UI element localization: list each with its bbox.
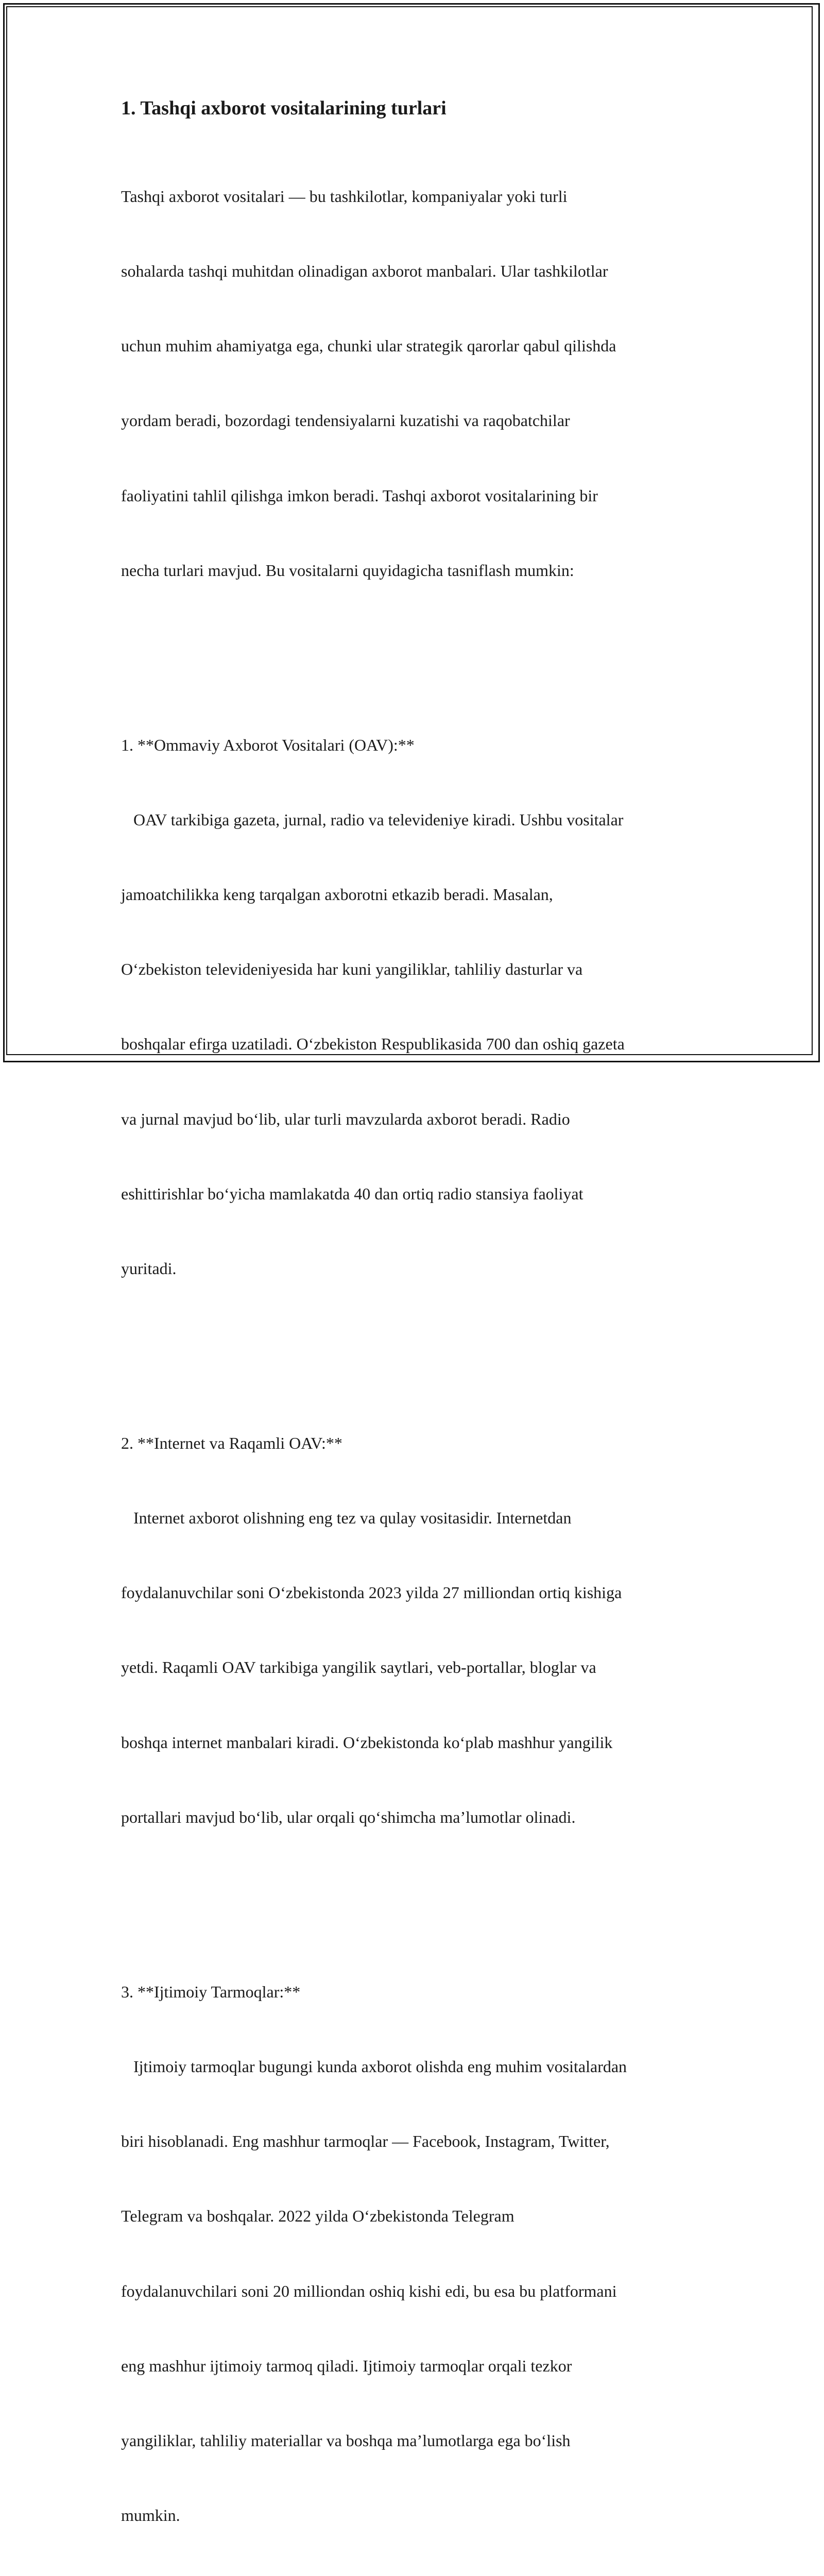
intro-line: yordam beradi, bozordagi tendensiyalarni kuzatishi va raqobatchilar [121,411,570,430]
list-item-line: Telegram va boshqalar. 2022 yilda O‘zbekistonda Telegram [121,2207,514,2226]
list-item-title: 1. **Ommaviy Axborot Vositalari (OAV):** [121,735,415,754]
list-item-line: foydalanuvchilar soni O‘zbekistonda 2023 yilda 27 milliondan ortiq kishiga [121,1583,622,1602]
list-item-line: O‘zbekiston televideniyesida har kuni yangiliklar, tahliliy dasturlar va [121,960,583,979]
list-item-line: foydalanuvchilari soni 20 milliondan oshiq kishi edi, bu esa bu platformani [121,2281,617,2300]
blank-line [121,1879,718,1904]
list-item-line: eshittirishlar bo‘yicha mamlakatda 40 dan ortiq radio stansiya faoliyat [121,1184,583,1203]
section-heading: 1. Tashqi axborot vositalarining turlari [121,97,447,119]
intro-line: Tashqi axborot vositalari — bu tashkilotlar, kompaniyalar yoki turli [121,187,568,206]
intro-line: necha turlari mavjud. Bu vositalarni quyidagicha tasniflash mumkin: [121,561,574,580]
list-item-line: yetdi. Raqamli OAV tarkibiga yangilik saytlari, veb-portallar, bloglar va [121,1658,596,1677]
list-item-line: yuritadi. [121,1259,177,1278]
list-item-line: eng mashhur ijtimoiy tarmoq qiladi. Ijtimoiy tarmoqlar orqali tezkor [121,2356,572,2375]
list-item-line: boshqalar efirga uzatiladi. O‘zbekiston Respublikasida 700 dan oshiq gazeta [121,1035,625,1054]
blank-line [121,1331,718,1355]
list-item-line: OAV tarkibiga gazeta, jurnal, radio va televideniye kiradi. Ushbu vositalar [121,810,624,829]
list-item-line: Ijtimoiy tarmoqlar bugungi kunda axborot olishda eng muhim vositalardan [121,2057,627,2076]
document-body [121,96,718,2576]
intro-line: uchun muhim ahamiyatga ega, chunki ular strategik qarorlar qabul qilishda [121,336,616,355]
list-item-line: boshqa internet manbalari kiradi. O‘zbekistonda ko‘plab mashhur yangilik [121,1733,613,1752]
list-item-line: portallari mavjud bo‘lib, ular orqali qo‘shimcha ma’lumotlar olinadi. [121,1807,576,1826]
list-item-line: jamoatchilikka keng tarqalgan axborotni etkazib beradi. Masalan, [121,885,553,904]
intro-line: sohalarda tashqi muhitdan olinadigan axborot manbalari. Ular tashkilotlar [121,262,608,281]
intro-paragraph [121,134,718,2576]
list-item-line: mumkin. [121,2506,180,2525]
list-item-title: 2. **Internet va Raqamli OAV:** [121,1433,342,1452]
intro-line: faoliyatini tahlil qilishga imkon beradi. Tashqi axborot vositalarining bir [121,486,598,505]
list-item-title: 3. **Ijtimoiy Tarmoqlar:** [121,1982,301,2001]
list-item-line: yangiliklar, tahliliy materiallar va boshqa ma’lumotlarga ega bo‘lish [121,2431,571,2450]
list-item-line: biri hisoblanadi. Eng mashhur tarmoqlar — Facebook, Instagram, Twitter, [121,2132,610,2151]
blank-line [121,633,718,657]
list-item-line: va jurnal mavjud bo‘lib, ular turli mavzularda axborot beradi. Radio [121,1109,570,1128]
list-item-line: Internet axborot olishning eng tez va qulay vositasidir. Internetdan [121,1509,572,1528]
